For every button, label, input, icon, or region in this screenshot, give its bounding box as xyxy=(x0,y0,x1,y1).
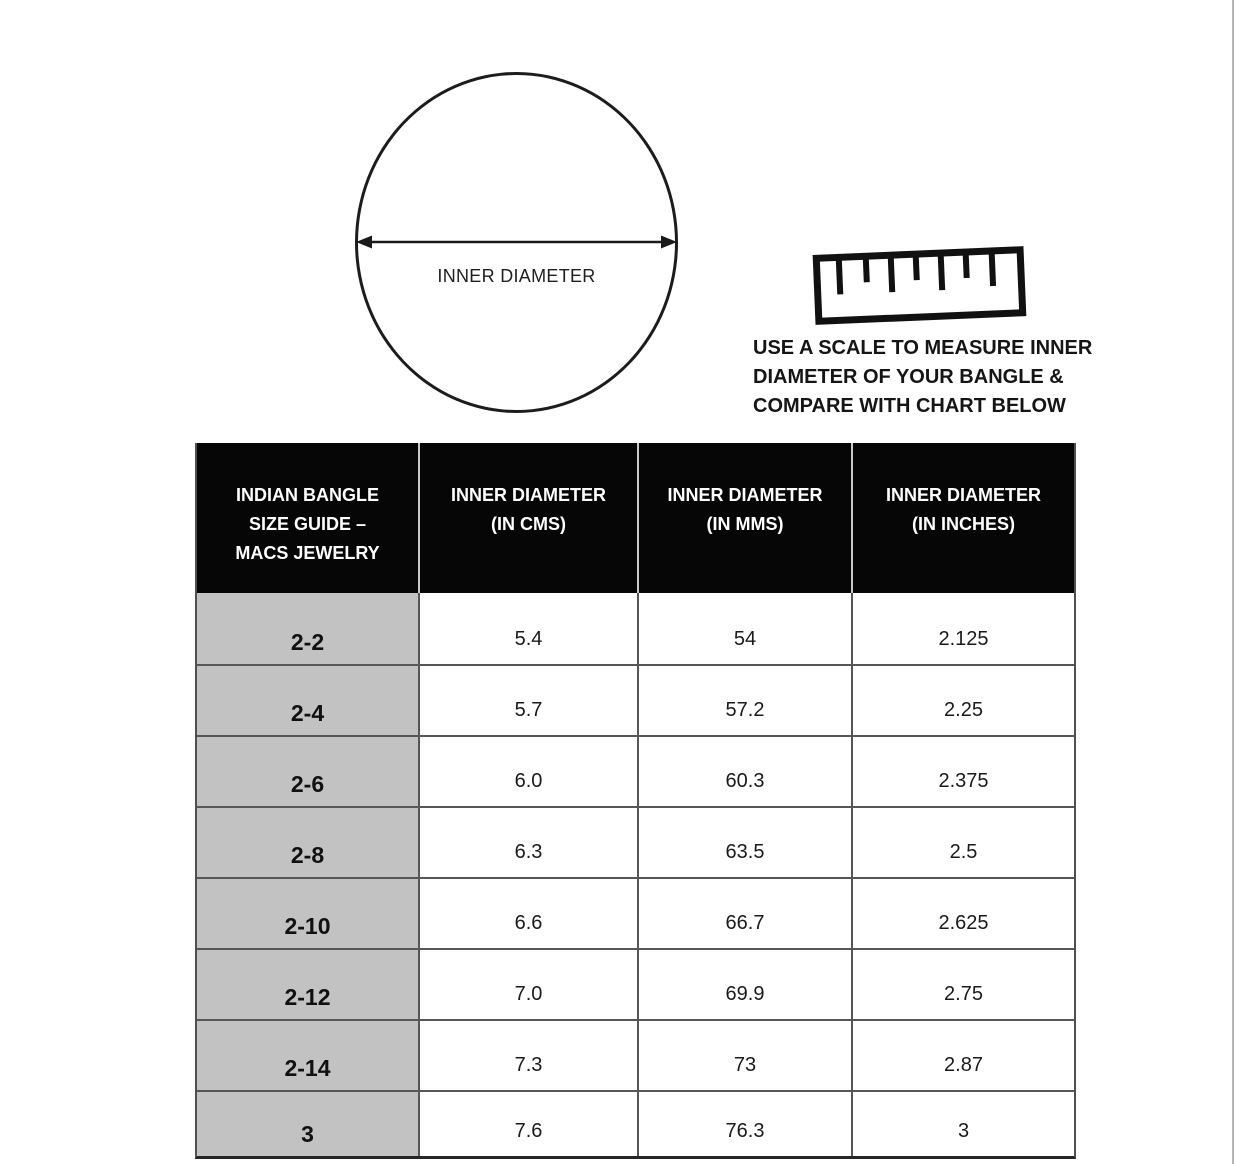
mms-value: 66.7 xyxy=(639,879,853,948)
ruler-icon xyxy=(812,245,1029,328)
inches-value: 2.75 xyxy=(944,983,983,1005)
cms-value: 6.0 xyxy=(420,737,639,806)
table-row xyxy=(197,664,1074,735)
inner-diameter-label: INNER DIAMETER xyxy=(437,266,596,286)
cms-value: 7.6 xyxy=(420,1092,639,1156)
table-header-row xyxy=(197,443,1074,593)
column-header-0 xyxy=(197,443,420,593)
inches-value: 2.5 xyxy=(949,841,978,863)
column-header-2 xyxy=(639,443,853,593)
table-row xyxy=(197,877,1074,948)
size-label: 2-2 xyxy=(197,593,420,664)
mms-value: 76.3 xyxy=(639,1092,853,1156)
inches-value: 2.625 xyxy=(938,912,989,934)
size-label: 2-8 xyxy=(197,808,420,877)
column-header-line: MACS JEWELRY xyxy=(235,543,380,563)
size-label: 2-14 xyxy=(197,1021,420,1090)
mms-value: 57.2 xyxy=(639,666,853,735)
cms-value: 7.3 xyxy=(420,1021,639,1090)
column-header-line: INNER DIAMETER xyxy=(667,485,823,505)
mms-value: 60.3 xyxy=(639,737,853,806)
table-body xyxy=(197,593,1074,1156)
inches-value: 2.25 xyxy=(944,699,983,721)
image-right-edge-line xyxy=(1232,0,1234,1164)
instruction-line: USE A SCALE TO MEASURE INNER xyxy=(753,337,1093,359)
cms-value: 6.3 xyxy=(420,808,639,877)
mms-value: 54 xyxy=(639,593,853,664)
table-row xyxy=(197,735,1074,806)
size-label: 2-4 xyxy=(197,666,420,735)
column-header-line: INDIAN BANGLE xyxy=(236,485,379,505)
instruction-line: COMPARE WITH CHART BELOW xyxy=(753,395,1066,417)
table-row xyxy=(197,806,1074,877)
diameter-arrow-icon xyxy=(355,229,678,255)
mms-value: 73 xyxy=(639,1021,853,1090)
column-header-line: SIZE GUIDE – xyxy=(248,514,367,534)
column-header-line: (IN CMS) xyxy=(491,514,566,534)
table-row xyxy=(197,1090,1074,1156)
measure-instruction xyxy=(753,334,1098,421)
column-header-3 xyxy=(853,443,1074,593)
column-header-line: INNER DIAMETER xyxy=(450,485,606,505)
column-header-line: (IN INCHES) xyxy=(912,514,1015,534)
size-label: 2-10 xyxy=(197,879,420,948)
table-row xyxy=(197,948,1074,1019)
column-header-line: (IN MMS) xyxy=(706,514,784,534)
cms-value: 6.6 xyxy=(420,879,639,948)
mms-value: 63.5 xyxy=(639,808,853,877)
mms-value: 69.9 xyxy=(639,950,853,1019)
inches-value: 3 xyxy=(957,1120,970,1142)
inches-value: 2.87 xyxy=(944,1054,983,1076)
size-label: 2-12 xyxy=(197,950,420,1019)
inches-value: 2.125 xyxy=(938,628,989,650)
cms-value: 7.0 xyxy=(420,950,639,1019)
size-table xyxy=(195,443,1076,1159)
cms-value: 5.7 xyxy=(420,666,639,735)
instruction-line: DIAMETER OF YOUR BANGLE & xyxy=(753,366,1064,388)
cms-value: 5.4 xyxy=(420,593,639,664)
size-label: 3 xyxy=(197,1092,420,1156)
column-header-line: INNER DIAMETER xyxy=(885,485,1041,505)
table-row xyxy=(197,1019,1074,1090)
table-row xyxy=(197,593,1074,664)
column-header-1 xyxy=(420,443,639,593)
size-label: 2-6 xyxy=(197,737,420,806)
inches-value: 2.375 xyxy=(938,770,989,792)
